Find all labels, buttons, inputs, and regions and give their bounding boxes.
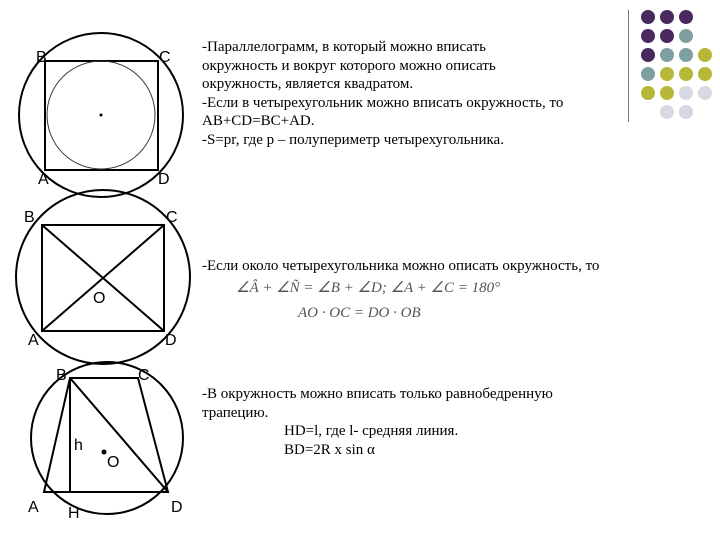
formula-segments: AO · OC = DO · OB	[298, 305, 421, 321]
label-b-fig3: B	[56, 367, 67, 384]
label-o-fig2: O	[93, 290, 106, 307]
label-c-fig1: C	[159, 49, 171, 66]
label-h-small: h	[74, 437, 83, 454]
figure-inscribed-trapezoid	[31, 362, 183, 514]
text3-line-2: трапецию.	[202, 404, 269, 421]
label-d-fig1: D	[158, 171, 170, 188]
label-c-fig3: C	[138, 367, 150, 384]
text1-line-3: окружность, является квадратом.	[202, 76, 414, 92]
label-hh-fig3: H	[68, 505, 80, 522]
formula-angles: ∠Â + ∠Ñ = ∠B + ∠D; ∠A + ∠C = 180°	[236, 280, 501, 296]
label-a-fig2: A	[28, 332, 39, 349]
label-d-fig3: D	[171, 499, 183, 516]
trapezoid	[44, 378, 168, 492]
text1-line-1: -Параллелограмм, в который можно вписать	[202, 39, 486, 55]
text-block-1	[202, 38, 563, 149]
center-point-3	[102, 450, 107, 455]
text1-line-5: AB+CD=BC+AD.	[202, 113, 315, 129]
label-b-fig1: B	[36, 49, 47, 66]
label-d-fig2: D	[165, 332, 177, 349]
text2-line-1: -Если около четырехугольника можно описать окружность, то	[202, 258, 600, 274]
text-block-2	[202, 257, 599, 276]
text3-line-4: BD=2R x sin α	[284, 441, 375, 458]
figure-cyclic-quadrilateral	[16, 190, 190, 364]
label-o-fig3: O	[107, 454, 120, 471]
text3-line-1: -В окружность можно вписать только равнобедренную	[202, 386, 553, 402]
text1-line-2: окружность и вокруг которого можно описать	[202, 57, 496, 74]
label-b-fig2: B	[24, 209, 35, 226]
label-a-fig1: A	[38, 171, 49, 188]
label-a-fig3: A	[28, 499, 39, 516]
label-c-fig2: C	[166, 209, 178, 226]
center-point-1	[100, 114, 103, 117]
text1-line-6: -S=pr, где р – полупериметр четырехугольника.	[202, 131, 504, 148]
text3-line-3: HD=l, где l- средняя линия.	[284, 423, 459, 439]
text-block-3	[202, 385, 553, 459]
text1-line-4: -Если в четырехугольник можно вписать окружность, то	[202, 94, 564, 111]
